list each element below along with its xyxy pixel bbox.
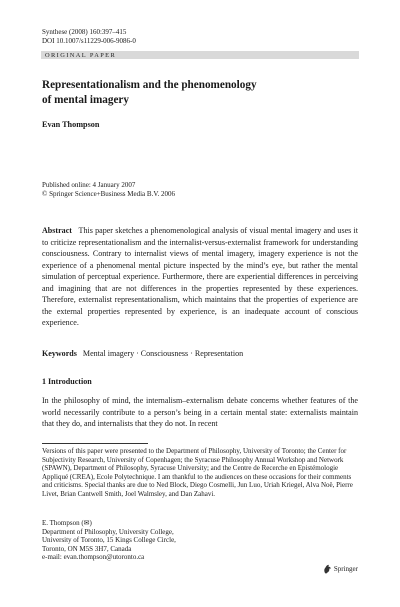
- doi: DOI 10.1007/s11229-006-9086-0: [42, 37, 136, 45]
- journal-citation: Synthese (2008) 160:397–415: [42, 28, 127, 36]
- title-line: of mental imagery: [42, 94, 129, 106]
- paper-title: [42, 78, 342, 108]
- keywords-label: Keywords: [42, 349, 77, 358]
- publisher-logo: [323, 564, 358, 574]
- publisher-name: Springer: [333, 565, 358, 573]
- affiliation-line: Department of Philosophy, University College,: [42, 527, 174, 536]
- section-heading: 1 Introduction: [42, 377, 92, 386]
- affiliation-line: e-mail: evan.thompson@utoronto.ca: [42, 553, 145, 562]
- abstract: [42, 225, 358, 329]
- footnote-divider: [42, 443, 148, 444]
- author-affiliation: [42, 519, 176, 562]
- copyright: © Springer Science+Business Media B.V. 2006: [42, 190, 175, 198]
- footnote: Versions of this paper were presented to the Department of Philosophy, University of Toronto; the Center for Subjectivity Research, University of Copenhagen; the Syracuse Philosophy Annual Workshop and Network (SPAWN), Department of Philosophy, Syracuse University; and the Centre de Recerche en Epistémologie Appliqué (CREA), Ecole Polytechnique. I am thankful to the audiences on these occasions for their comments and criticisms. Special thanks are due to Ned Block, Diego Cosmelli, Jun Luo, Uriah Kriegel, Alva Noë, Pierre Livet, Brian Cantwell Smith, Joel Walmsley, and Dan Zahavi.: [42, 447, 353, 498]
- affiliation-line: University of Toronto, 15 Kings College Circle,: [42, 536, 176, 545]
- article-type-banner: [41, 51, 359, 59]
- keywords: [42, 348, 358, 359]
- affiliation-line: E. Thompson (✉): [42, 519, 92, 527]
- published-date: Published online: 4 January 2007: [42, 181, 136, 189]
- abstract-text: This paper sketches a phenomenological analysis of visual mental imagery and uses it to criticize representationalism and the internalist-versus-externalist framework for understanding consciousness. Contrary to internalist views of mental imagery, imagery experience is not the experience of a phenomenal mental picture inspected by the mind’s eye, but rather the mental simulation of perceptual experience. Furthermore, there are experiential differences in perceiving and imagining that are not differences in the properties represented by these experiences. Therefore, externalist representationalism, which maintains that the properties of experience are the external properties represented by experience, is an inadequate account of conscious experience.: [42, 226, 358, 328]
- keywords-text: Mental imagery · Consciousness · Representation: [82, 349, 244, 358]
- abstract-label: Abstract: [42, 226, 72, 235]
- title-line: Representationalism and the phenomenology: [42, 79, 257, 91]
- affiliation-line: Toronto, ON M5S 3H7, Canada: [42, 544, 132, 553]
- springer-horse-icon: [323, 564, 332, 574]
- author-name: Evan Thompson: [42, 120, 100, 129]
- intro-paragraph: In the philosophy of mind, the internalism–externalism debate concerns whether features of the world necessarily contribute to a person’s being in a certain mental state: externalists maintain that they do, and internalists that they do not. In recent: [42, 396, 358, 429]
- article-type-label: ORIGINAL PAPER: [45, 51, 117, 59]
